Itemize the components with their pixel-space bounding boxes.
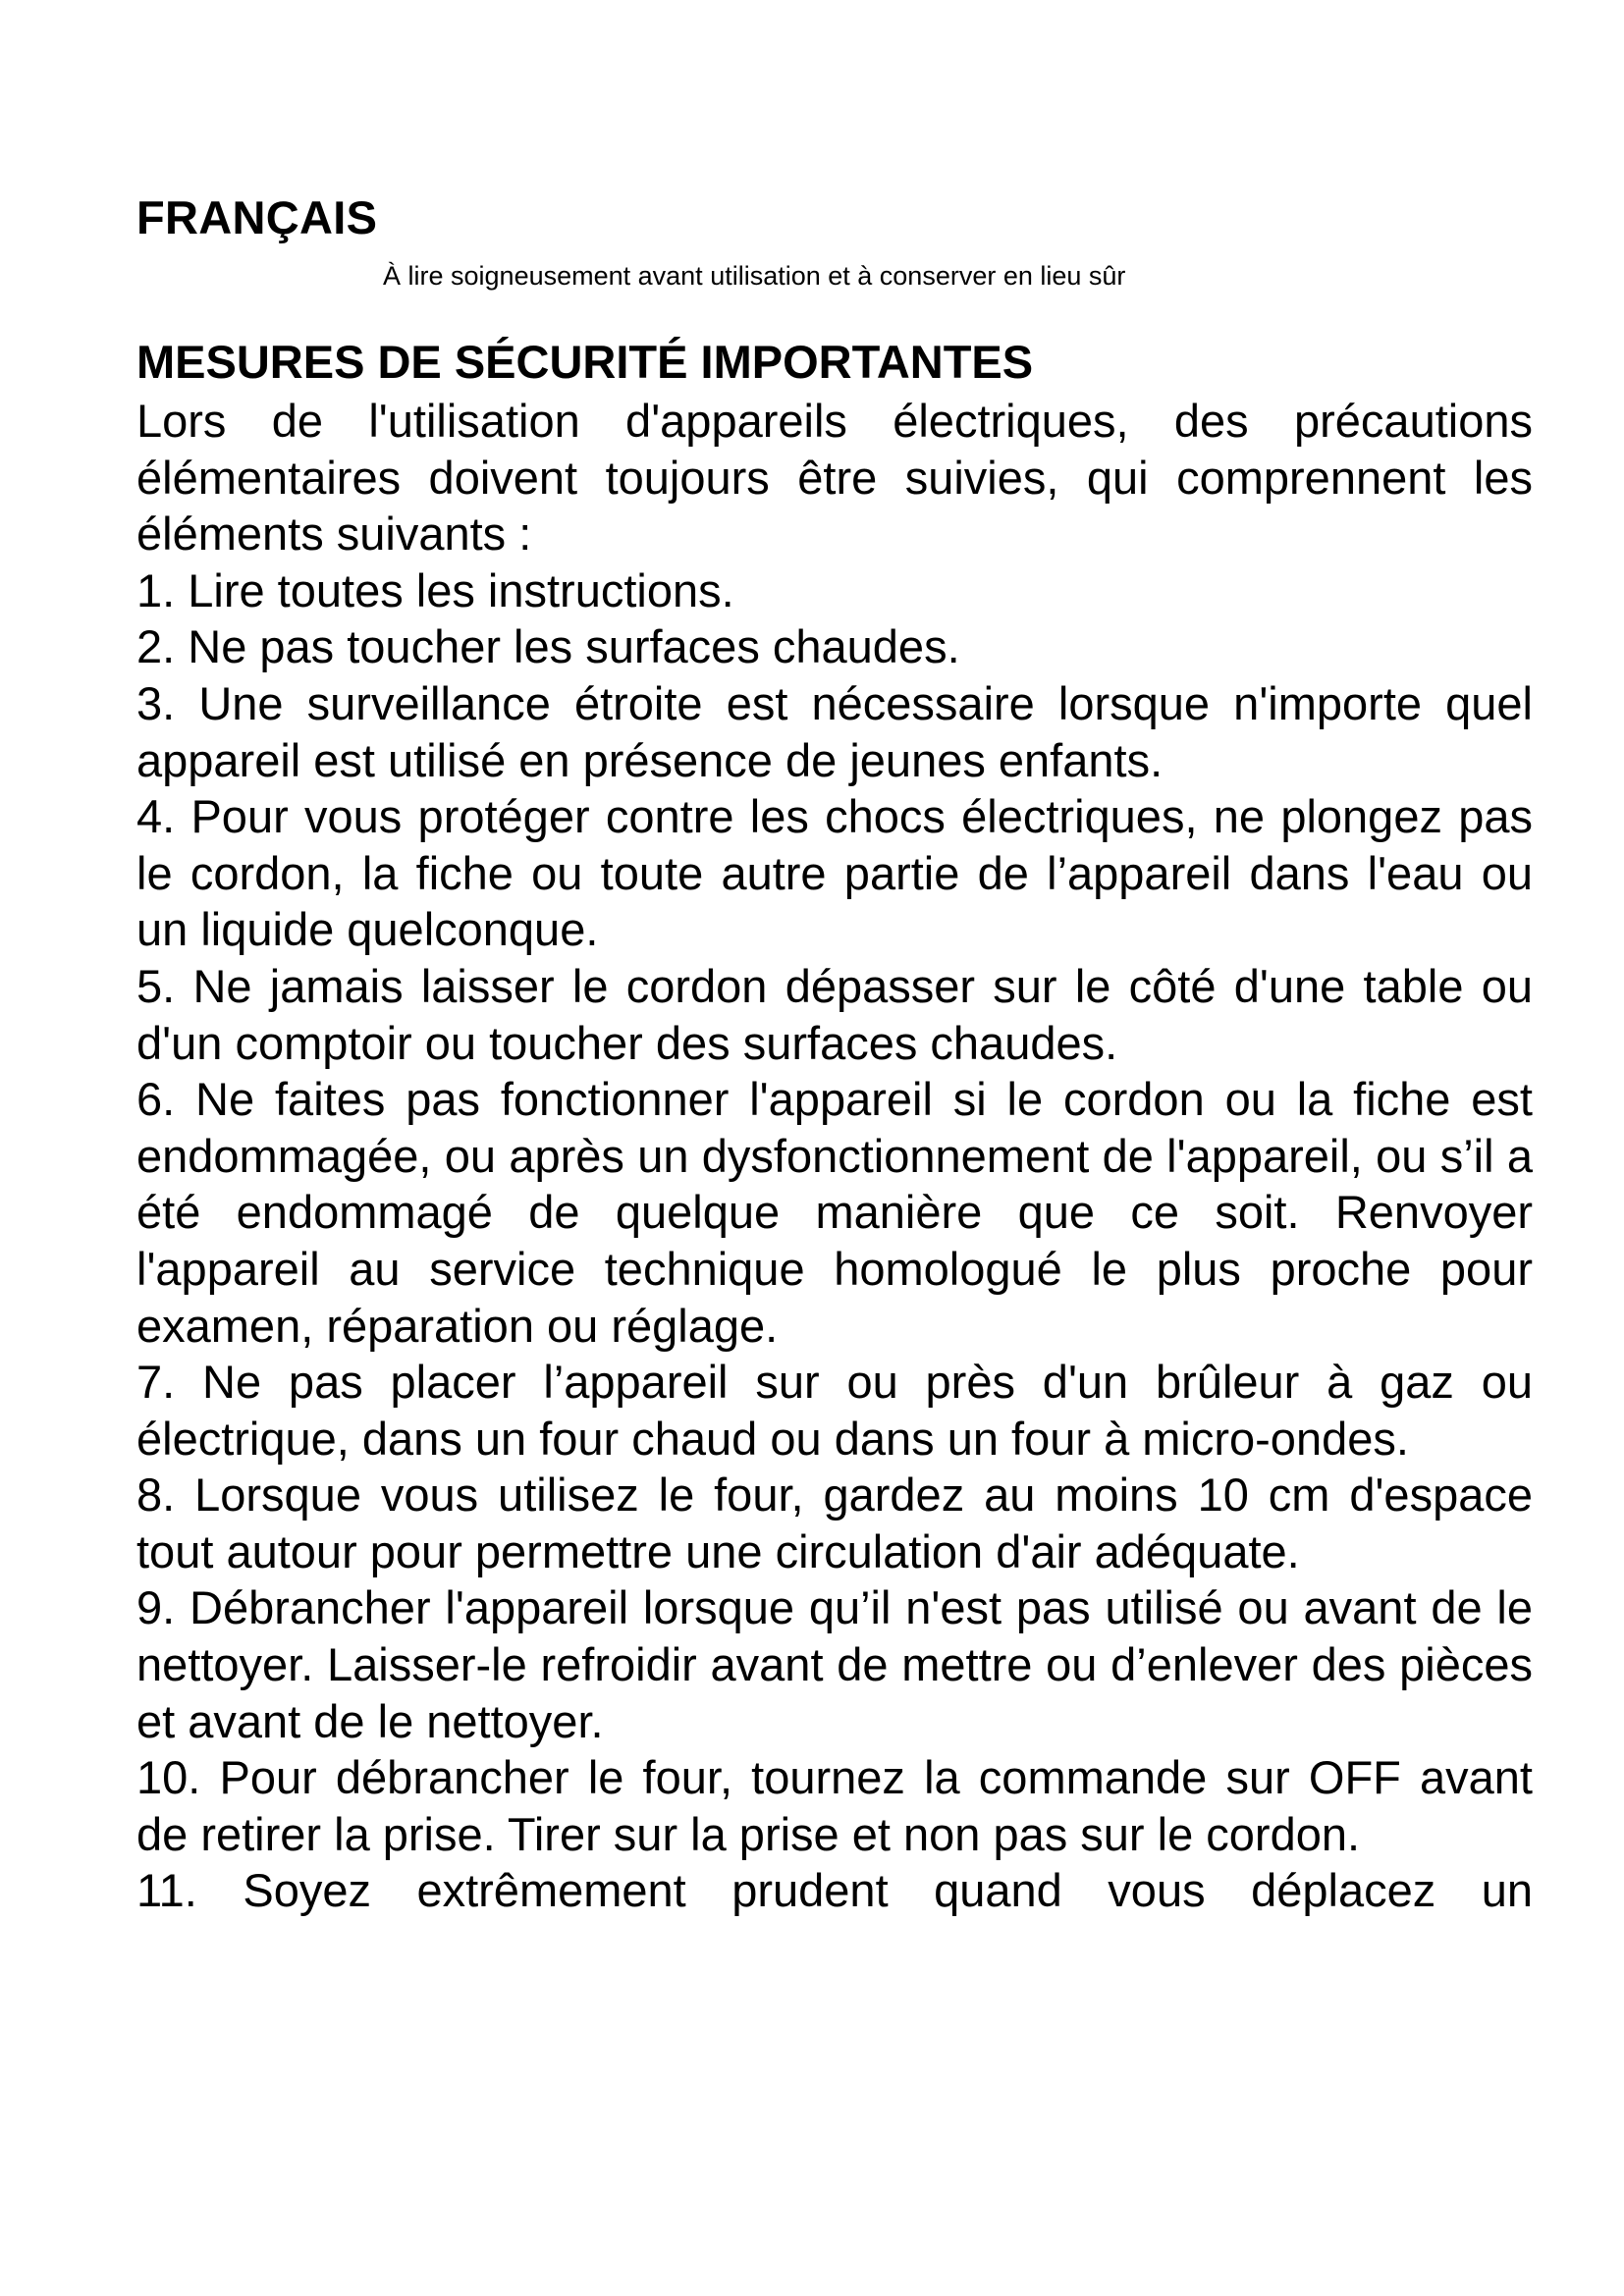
intro-paragraph: Lors de l'utilisation d'appareils électriques, des précautions élémentaires doivent toujours être suivies, qui comprennent les éléments suivants :: [136, 395, 1533, 561]
instruction-item-11: 11. Soyez extrêmement prudent quand vous déplacez un: [136, 1864, 1533, 1917]
instruction-item-4: 4. Pour vous protéger contre les chocs électriques, ne plongez pas le cordon, la fiche ou toute autre partie de l’appareil dans l'eau ou un liquide quelconque.: [136, 790, 1533, 956]
instruction-item-6: 6. Ne faites pas fonctionner l'appareil si le cordon ou la fiche est endommagée, ou après un dysfonctionnement de l'appareil, ou s’il a été endommagé de quelque manière que ce soit. Renvoyer l'appareil au service technique homologué le plus proche pour examen, réparation ou réglage.: [136, 1073, 1533, 1352]
instruction-item-7: 7. Ne pas placer l’appareil sur ou près d'un brûleur à gaz ou électrique, dans un four chaud ou dans un four à micro-ondes.: [136, 1356, 1533, 1465]
section-title: MESURES DE SÉCURITÉ IMPORTANTES: [136, 336, 1034, 388]
instruction-item-9: 9. Débrancher l'appareil lorsque qu’il n'est pas utilisé ou avant de le nettoyer. Laisser-le refroidir avant de mettre ou d’enlever des pièces et avant de le nettoyer.: [136, 1581, 1533, 1747]
language-heading: FRANÇAIS: [136, 191, 378, 243]
subtitle: À lire soigneusement avant utilisation et à conserver en lieu sûr: [383, 261, 1126, 291]
instruction-item-10: 10. Pour débrancher le four, tournez la commande sur OFF avant de retirer la prise. Tirer sur la prise et non pas sur le cordon.: [136, 1751, 1533, 1860]
instruction-item-5: 5. Ne jamais laisser le cordon dépasser sur le côté d'une table ou d'un comptoir ou toucher des surfaces chaudes.: [136, 959, 1533, 1069]
instruction-item-1: 1. Lire toutes les instructions.: [136, 563, 734, 616]
safety-instructions: [136, 393, 1533, 1919]
instruction-item-2: 2. Ne pas toucher les surfaces chaudes.: [136, 620, 960, 673]
instruction-item-8: 8. Lorsque vous utilisez le four, gardez au moins 10 cm d'espace tout autour pour permettre une circulation d'air adéquate.: [136, 1468, 1533, 1577]
instruction-item-3: 3. Une surveillance étroite est nécessaire lorsque n'importe quel appareil est utilisé en présence de jeunes enfants.: [136, 676, 1533, 786]
